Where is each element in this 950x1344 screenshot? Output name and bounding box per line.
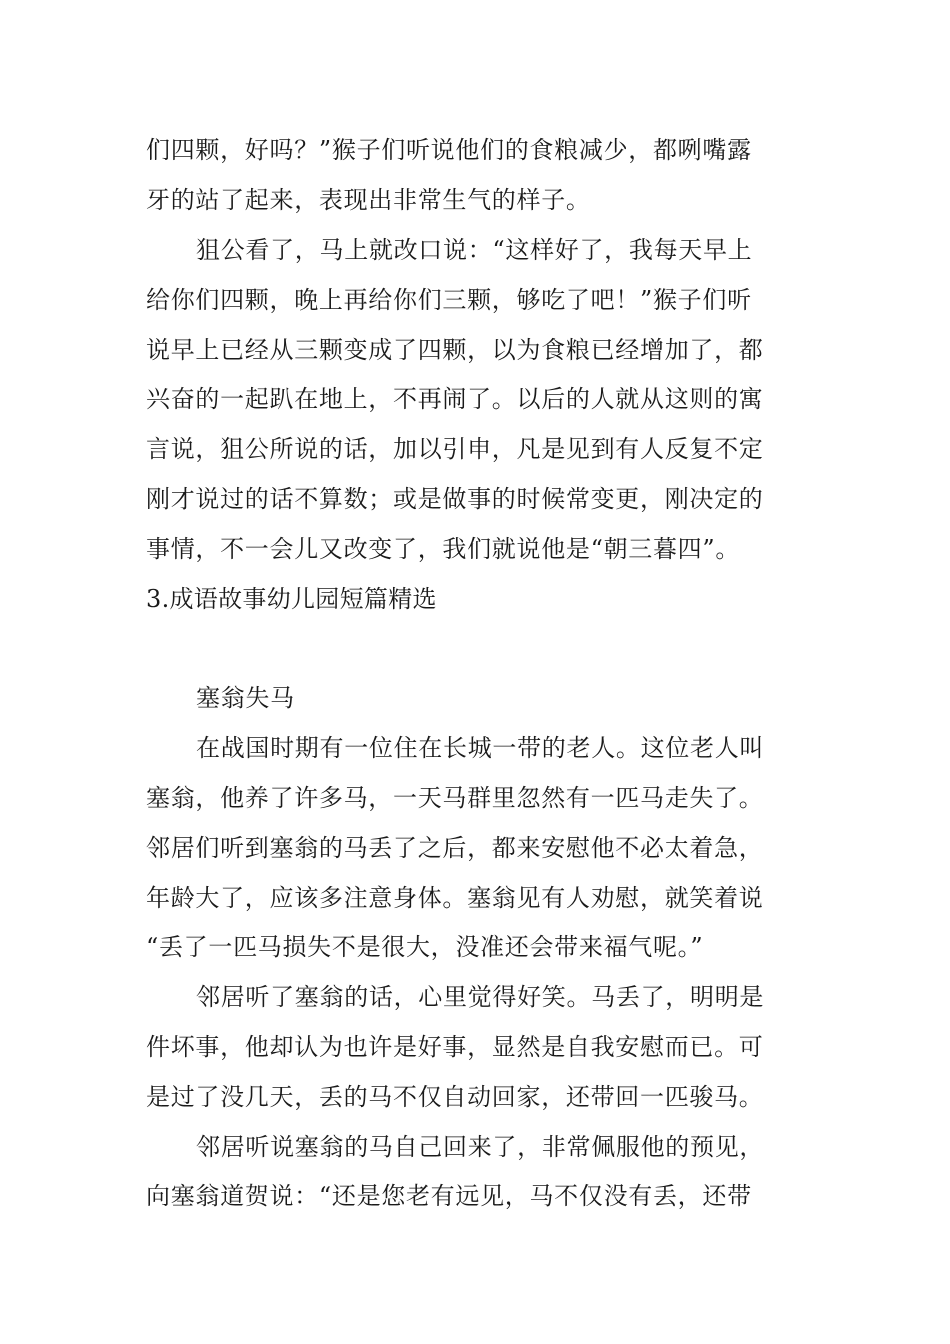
text-line: 兴奋的一起趴在地上，不再闹了。以后的人就从这则的寓: [146, 385, 764, 413]
text-line: 年龄大了，应该多注意身体。塞翁见有人劝慰，就笑着说: [146, 884, 764, 912]
text-line: 事情，不一会儿又改变了，我们就说他是“朝三暮四”。: [146, 535, 741, 563]
text-line: 牙的站了起来，表现出非常生气的样子。: [146, 186, 591, 214]
text-line: 狙公看了，马上就改口说：“这样好了，我每天早上: [196, 236, 753, 264]
text-line: 是过了没几天，丢的马不仅自动回家，还带回一匹骏马。: [146, 1083, 764, 1111]
text-line: 言说，狙公所说的话，加以引申，凡是见到有人反复不定: [146, 435, 764, 463]
section-heading: 3.成语故事幼儿园短篇精选: [146, 585, 437, 613]
story-title: 塞翁失马: [196, 684, 295, 712]
text-line: 邻居听了塞翁的话，心里觉得好笑。马丢了，明明是: [196, 983, 765, 1011]
text-line: 在战国时期有一位住在长城一带的老人。这位老人叫: [196, 734, 765, 762]
text-line: “丢了一匹马损失不是很大，没准还会带来福气呢。”: [146, 933, 704, 961]
text-line: 邻居们听到塞翁的马丢了之后，都来安慰他不必太着急，: [146, 834, 764, 862]
text-line: 向塞翁道贺说：“还是您老有远见，马不仅没有丢，还带: [146, 1182, 752, 1210]
text-line: 说早上已经从三颗变成了四颗，以为食粮已经增加了，都: [146, 336, 764, 364]
text-line: 给你们四颗，晚上再给你们三颗，够吃了吧！”猴子们听: [146, 286, 752, 314]
text-line: 件坏事，他却认为也许是好事，显然是自我安慰而已。可: [146, 1033, 764, 1061]
text-line: 们四颗，好吗？”猴子们听说他们的食粮减少，都咧嘴露: [146, 136, 752, 164]
text-line: 邻居听说塞翁的马自己回来了，非常佩服他的预见，: [196, 1133, 765, 1161]
text-line: 塞翁，他养了许多马，一天马群里忽然有一匹马走失了。: [146, 784, 764, 812]
text-line: 刚才说过的话不算数；或是做事的时候常变更，刚决定的: [146, 485, 764, 513]
